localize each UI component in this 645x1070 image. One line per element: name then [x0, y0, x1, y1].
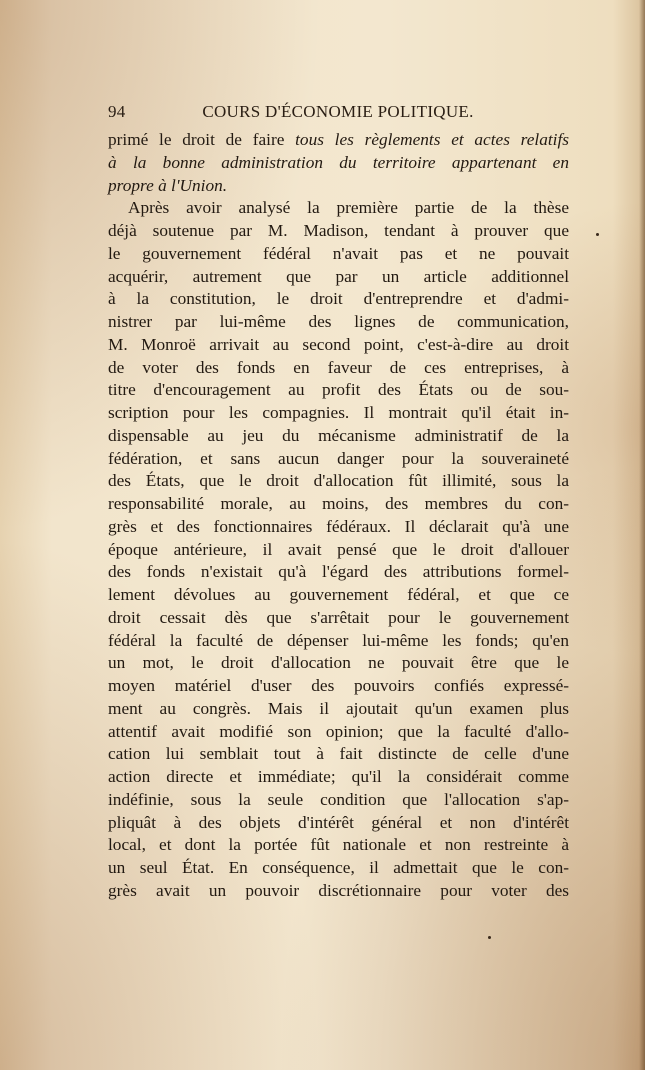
- page-number: 94: [108, 102, 126, 121]
- text-line: [108, 266, 569, 289]
- text-line: [108, 698, 569, 721]
- text-line: [108, 630, 569, 653]
- text-run: nistrer par lui-même des lignes de communication,: [108, 312, 569, 331]
- text-run: grès avait un pouvoir discrétionnaire pour voter des: [108, 880, 569, 900]
- italic-text: tous les règlements et actes relatifs: [295, 130, 569, 149]
- text-line: [108, 675, 569, 698]
- text-run: indéfinie, sous la seule condition que l'allocation s'ap-: [108, 789, 569, 809]
- text-run: un seul État. En conséquence, il admettait que le con-: [108, 858, 569, 877]
- text-line: [108, 516, 569, 539]
- running-head: [108, 102, 568, 124]
- italic-text: propre à l'Union.: [108, 175, 228, 195]
- ink-speck: [488, 936, 491, 939]
- text-line: [108, 561, 569, 584]
- text-line: [108, 880, 569, 903]
- text-line: [108, 152, 569, 175]
- text-run: des États, que le droit d'allocation fût illimité, sous la: [108, 471, 569, 491]
- text-line: [108, 721, 569, 744]
- text-line: [108, 402, 569, 425]
- page-edge-shadow: [639, 0, 645, 1070]
- text-line: [108, 766, 569, 789]
- text-run: Après avoir analysé la première partie de la thèse: [128, 198, 569, 218]
- text-line: [108, 812, 569, 835]
- text-line: [108, 584, 569, 607]
- text-line: [108, 175, 569, 198]
- text-run: un mot, le droit d'allocation ne pouvait être que le: [108, 653, 569, 673]
- text-run: acquérir, autrement que par un article additionnel: [108, 266, 569, 286]
- text-line: [108, 470, 569, 493]
- text-line: [108, 857, 569, 880]
- text-run: à la constitution, le droit d'entreprendre et d'admi-: [108, 289, 569, 309]
- text-line: [108, 448, 569, 471]
- text-line: [108, 129, 569, 152]
- text-run: des fonds n'existait qu'à l'égard des attributions formel-: [108, 562, 569, 582]
- text-line: [108, 197, 569, 220]
- text-run: ment au congrès. Mais il ajoutait qu'un examen plus: [108, 698, 569, 718]
- text-line: [108, 357, 569, 380]
- text-line: [108, 539, 569, 562]
- text-line: [108, 425, 569, 448]
- text-run: le gouvernement fédéral n'avait pas et ne pouvait: [108, 243, 569, 263]
- text-run: grès et des fonctionnaires fédéraux. Il déclarait qu'à une: [108, 516, 569, 536]
- text-run: primé le droit de faire: [108, 130, 296, 149]
- text-line: [108, 288, 569, 311]
- body-text: [108, 129, 569, 903]
- text-run: pliquât à des objets d'intérêt général et non d'intérêt: [108, 812, 569, 832]
- text-line: [108, 493, 569, 516]
- text-run: droit cessait dès que s'arrêtait pour le gouvernement: [108, 607, 569, 627]
- text-line: [108, 652, 569, 675]
- text-run: attentif avait modifié son opinion; que la faculté d'allo-: [108, 721, 569, 741]
- text-run: moyen matériel d'user des pouvoirs confiés expressé-: [108, 676, 569, 695]
- text-run: titre d'encouragement au profit des États ou de sou-: [108, 380, 569, 400]
- text-run: déjà soutenue par M. Madison, tendant à prouver que: [108, 221, 569, 240]
- text-run: fédération, et sans aucun danger pour la souveraineté: [108, 448, 569, 468]
- text-line: [108, 379, 569, 402]
- text-run: scription pour les compagnies. Il montrait qu'il était in-: [108, 403, 569, 422]
- text-line: [108, 220, 569, 243]
- text-run: fédéral la faculté de dépenser lui-même les fonds; qu'en: [108, 630, 569, 650]
- text-run: dispensable au jeu du mécanisme administratif de la: [108, 425, 569, 445]
- text-run: action directe et immédiate; qu'il la considérait comme: [108, 767, 569, 786]
- text-run: local, et dont la portée fût nationale et non restreinte à: [108, 835, 569, 855]
- text-run: M. Monroë arrivait au second point, c'est-à-dire au droit: [108, 334, 569, 354]
- text-run: responsabilité morale, au moins, des membres du con-: [108, 494, 569, 513]
- text-line: [108, 243, 569, 266]
- text-run: cation lui semblait tout à fait distincte de celle d'une: [108, 744, 569, 764]
- text-line: [108, 834, 569, 857]
- running-title: COURS D'ÉCONOMIE POLITIQUE.: [202, 102, 474, 121]
- italic-text: à la bonne administration du territoire appartenant en: [108, 152, 569, 172]
- text-line: [108, 607, 569, 630]
- text-run: de voter des fonds en faveur de ces entreprises, à: [108, 357, 569, 377]
- text-run: lement dévolues au gouvernement fédéral, et que ce: [108, 585, 569, 604]
- text-line: [108, 311, 569, 334]
- text-line: [108, 789, 569, 812]
- ink-speck: [596, 233, 599, 236]
- text-run: époque antérieure, il avait pensé que le droit d'allouer: [108, 539, 569, 559]
- text-line: [108, 743, 569, 766]
- text-line: [108, 334, 569, 357]
